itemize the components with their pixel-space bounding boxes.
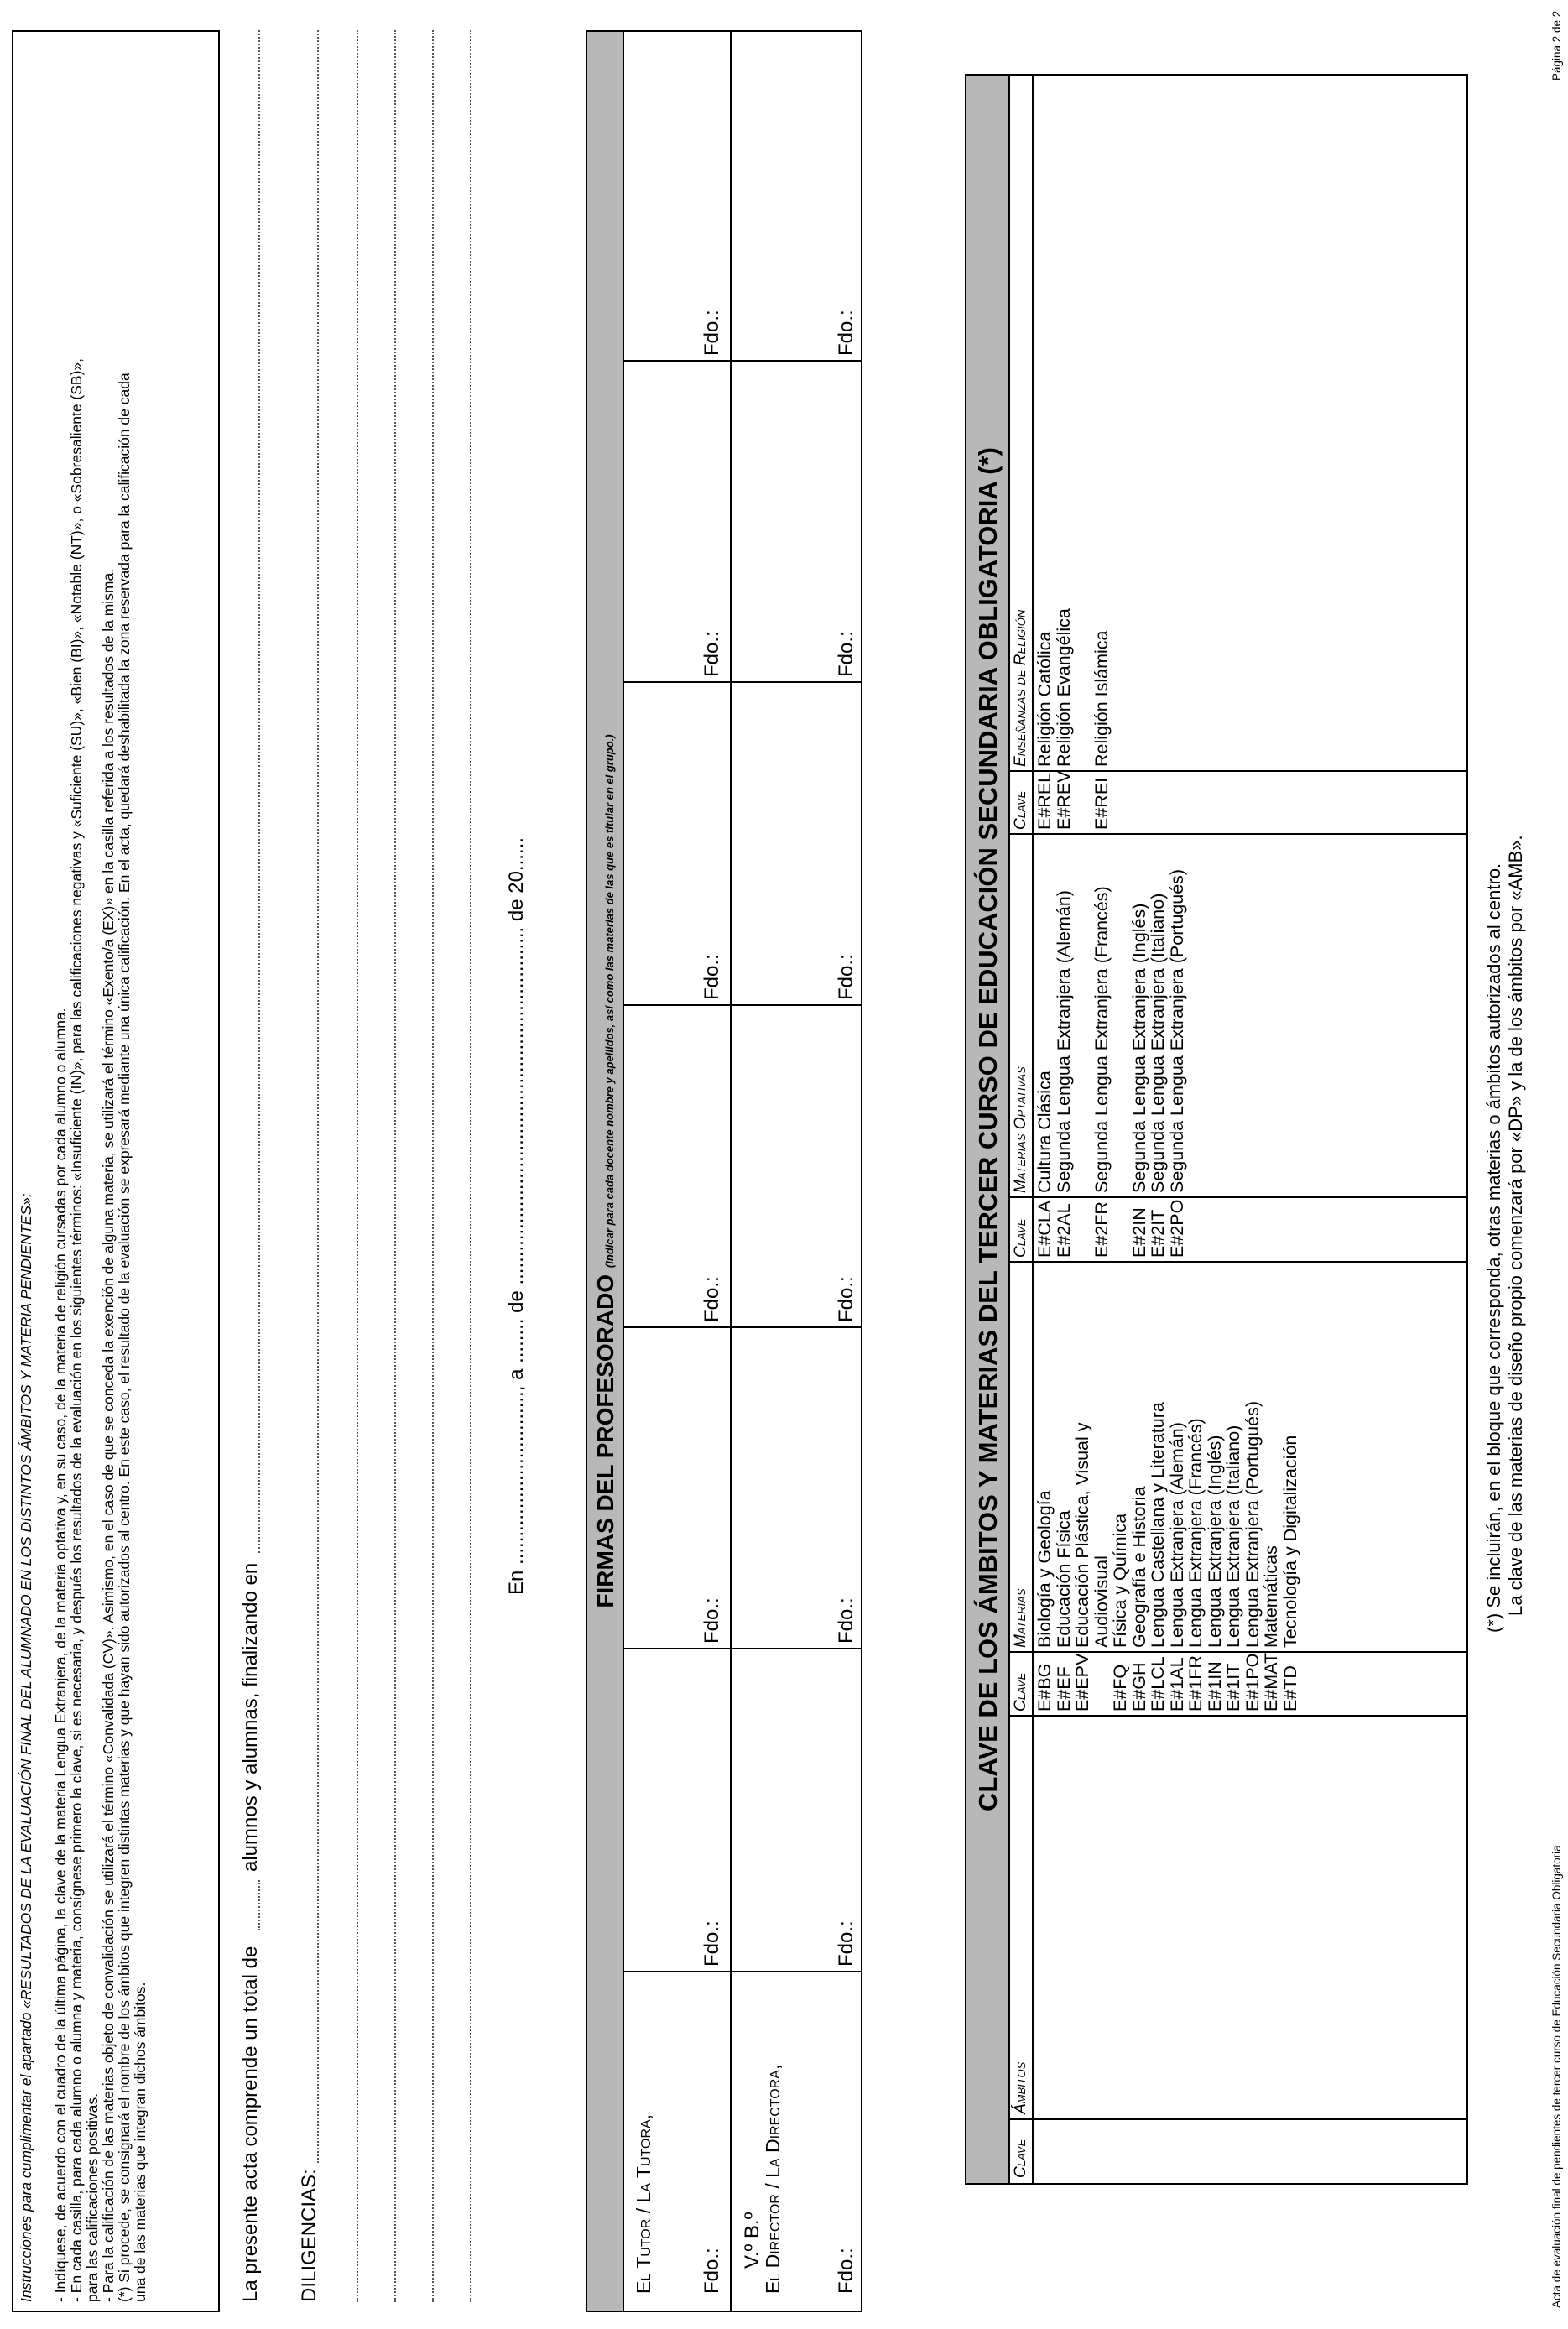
clave-code: E#BG [1034,1663,1055,1712]
col-header-clave: Clave [1012,2139,1029,2178]
divider [1010,1261,1468,1263]
diligencias-line[interactable] [357,30,358,2302]
clave-code: E#1AL [1166,1657,1187,1712]
fdo-field[interactable]: Fdo.: [835,954,857,1000]
divider [624,1326,862,1328]
footnote-1: (*) Se incluirán, en el bloque que corresponda, otras materias o ámbitos autorizados al centro. [1483,862,1504,1633]
clave-name: Lengua Extranjera (Italiano) [1223,1425,1243,1648]
clave-code: E#GH [1128,1662,1149,1712]
tutor-label: El Tutor / La Tutora, [633,2113,654,2294]
clave-code: E#TD [1279,1665,1300,1712]
fdo-field[interactable]: Fdo.: [701,631,723,677]
clave-code: E#EF [1053,1666,1074,1712]
diligencias-line[interactable] [394,30,396,2302]
clave-code: E#REL [1034,772,1055,830]
firmas-title: FIRMAS DEL PROFESORADO [592,1274,618,1608]
instruction-line: - Indíquese, de acuerdo con el cuadro de la última página, la clave de la materia Lengua Extranjera, de la materia optativa y, en su caso, de la materia de religión cursadas por cada alumno o alumna. [52,1008,69,2302]
clave-code: E#2IT [1148,1209,1168,1258]
fdo-field[interactable]: Fdo.: [701,2248,723,2294]
clave-code: E#REV [1053,770,1074,830]
diligencias-line[interactable] [470,30,471,2302]
clave-name: Lengua Castellana y Literatura [1148,1402,1168,1648]
clave-name: Educación Física [1053,1510,1074,1648]
clave-name: Segunda Lengua Extranjera (Alemán) [1053,890,1074,1193]
col-header-clave: Clave [1012,1672,1029,1712]
fdo-field[interactable]: Fdo.: [835,310,857,356]
clave-name: Religión Católica [1034,631,1055,767]
clave-code: E#1IN [1204,1661,1225,1712]
clave-code: E#CLA [1034,1200,1055,1258]
col-header-religion: Enseñanzas de Religión [1012,609,1029,767]
clave-code: E#1FR [1185,1655,1206,1712]
clave-name: Religión Islámica [1091,630,1112,767]
divider [1010,2118,1468,2120]
clave-name: Matemáticas [1261,1545,1281,1648]
clave-code: E#1IT [1223,1663,1243,1712]
col-header-ambitos: Ámbitos [1012,2061,1029,2114]
firmas-table [586,30,862,2312]
col-header-clave: Clave [1012,1218,1029,1258]
divider [624,1004,862,1006]
divider [730,32,732,2311]
divider [1010,770,1468,772]
col-header-optativas: Materias Optativas [1012,1066,1029,1193]
fdo-field[interactable]: Fdo.: [701,954,723,1000]
clave-name: Lengua Extranjera (Alemán) [1166,1422,1187,1648]
clave-name: Segunda Lengua Extranjera (Italiano) [1148,893,1168,1193]
clave-code: E#1PO [1242,1653,1263,1712]
fdo-field[interactable]: Fdo.: [701,310,723,356]
clave-code: E#EPV [1072,1653,1092,1712]
clave-code: E#2FR [1091,1201,1112,1258]
clave-code: E#MAT [1261,1652,1281,1712]
diligencias-label: DILIGENCIAS: [298,2169,320,2302]
clave-name: Tecnología y Digitalización [1279,1435,1300,1648]
col-header-materias: Materias [1012,1588,1029,1648]
clave-name: Geografía e Historia [1128,1486,1149,1648]
diligencias-line[interactable] [317,30,319,2163]
footer-document-title: Acta de evaluación final de pendientes de tercer curso de Educación Secundaria Obligatoria [1550,1845,1563,2308]
clave-name: Audiovisual [1091,1555,1112,1648]
clave-name: Religión Evangélica [1053,608,1074,767]
director-label: El Director / La Directora, [762,2064,784,2294]
clave-name: Segunda Lengua Extranjera (Inglés) [1128,903,1149,1193]
footnote-2: La clave de las materias de diseño propio comenzará por «DP» y la de los ámbitos por «AMB». [1505,835,1526,1616]
clave-code: E#REI [1091,777,1112,830]
divider [624,360,862,362]
finalizando-blank[interactable] [258,30,260,1553]
diligencias-line[interactable] [432,30,434,2302]
clave-name: Lengua Extranjera (Portugués) [1242,1400,1263,1648]
footer-page-number: Página 2 de 2 [1550,10,1563,81]
clave-code: E#FQ [1110,1664,1130,1712]
divider [1010,1196,1468,1198]
instructions-title: Instrucciones para cumplimentar el apartado «RESULTADOS DE LA EVALUACIÓN FINAL DEL ALUMNADO EN LOS DISTINTOS ÁMBITOS Y MATERIA PENDIENTES»: [18,1193,34,2302]
clave-name: Educación Plástica, Visual y [1072,1422,1092,1648]
divider [624,681,862,683]
clave-name: Segunda Lengua Extranjera (Francés) [1091,886,1112,1193]
clave-table [965,74,1468,2185]
vb-label: V.º B.º [741,2212,763,2269]
col-header-clave: Clave [1012,790,1029,830]
clave-code: E#LCL [1148,1656,1168,1712]
clave-code: E#2IN [1128,1207,1149,1258]
acta-total-prefix: La presente acta comprende un total de [239,1946,262,2302]
clave-name: Segunda Lengua Extranjera (Portugués) [1166,868,1187,1193]
fdo-field[interactable]: Fdo.: [701,1597,723,1644]
instruction-line: - Para la calificación de las materias objeto de convalidación se utilizará el término «Convalidada (CV)». Asimismo, en el caso de que se conceda la exención de alguna materia, se utilizará el término «Exento/a (EX)» en la casilla referida a los resultados de la misma. [100,568,117,2302]
instruction-line: una de las materias que integran dichos ámbitos. [132,1982,148,2302]
fdo-field[interactable]: Fdo.: [835,1920,857,1967]
fdo-field[interactable]: Fdo.: [835,2248,857,2294]
clave-name: Cultura Clásica [1034,1071,1055,1193]
divider [1032,76,1034,2183]
instruction-line: - En cada casilla, para cada alumno o alumna y materia, consígnese primero la clave, si es necesaria, y después los resultados de la evaluación en los siguientes términos: «Insuficiente (IN)», para las calificaciones negativas y «Suficiente (SU)», «Bien (BI)», «Notable (NT)», o «Sobresaliente (SB)», [68,357,85,2302]
divider [1010,833,1468,835]
place-date-line: En ..............................., a ........ de ................................................................ de 20...... [505,837,528,1595]
firmas-header [587,32,624,2311]
instruction-line: para las calificaciones positivas. [84,2092,101,2302]
fdo-field[interactable]: Fdo.: [835,1597,857,1644]
clave-name: Física y Química [1110,1513,1130,1648]
clave-name: Lengua Extranjera (Francés) [1185,1418,1206,1648]
divider [624,1648,862,1649]
divider [1010,1715,1468,1717]
fdo-field[interactable]: Fdo.: [701,1920,723,1967]
clave-code: E#2AL [1053,1203,1074,1258]
acta-total-middle: alumnos y alumnas, finalizando en [239,1562,262,1872]
clave-name: Biología y Geología [1034,1490,1055,1648]
instruction-line: (*) Si procede, se consignará el nombre de los ámbitos que integren distintas materias y que hayan sido autorizados al centro. En este caso, el resultado de la evaluación se expresará mediante una única calificación. En el acta, quedará deshabilitada la zona reservada para la calificación de cada [116,373,133,2302]
fdo-field[interactable]: Fdo.: [835,1276,857,1322]
firmas-note: (Indicar para cada docente nombre y apellidos, así como las materias de las que es titular en el grupo.) [603,734,616,1269]
clave-title: CLAVE DE LOS ÁMBITOS Y MATERIAS DEL TERCER CURSO DE EDUCACIÓN SECUNDARIA OBLIGATORIA (*) [966,76,1010,2183]
fdo-field[interactable]: Fdo.: [835,631,857,677]
clave-name: Lengua Extranjera (Inglés) [1204,1435,1225,1648]
divider [624,1971,862,1972]
fdo-field[interactable]: Fdo.: [701,1276,723,1322]
instructions-box [12,30,220,2312]
total-blank[interactable] [258,1880,260,1930]
clave-code: E#2PO [1166,1199,1187,1258]
